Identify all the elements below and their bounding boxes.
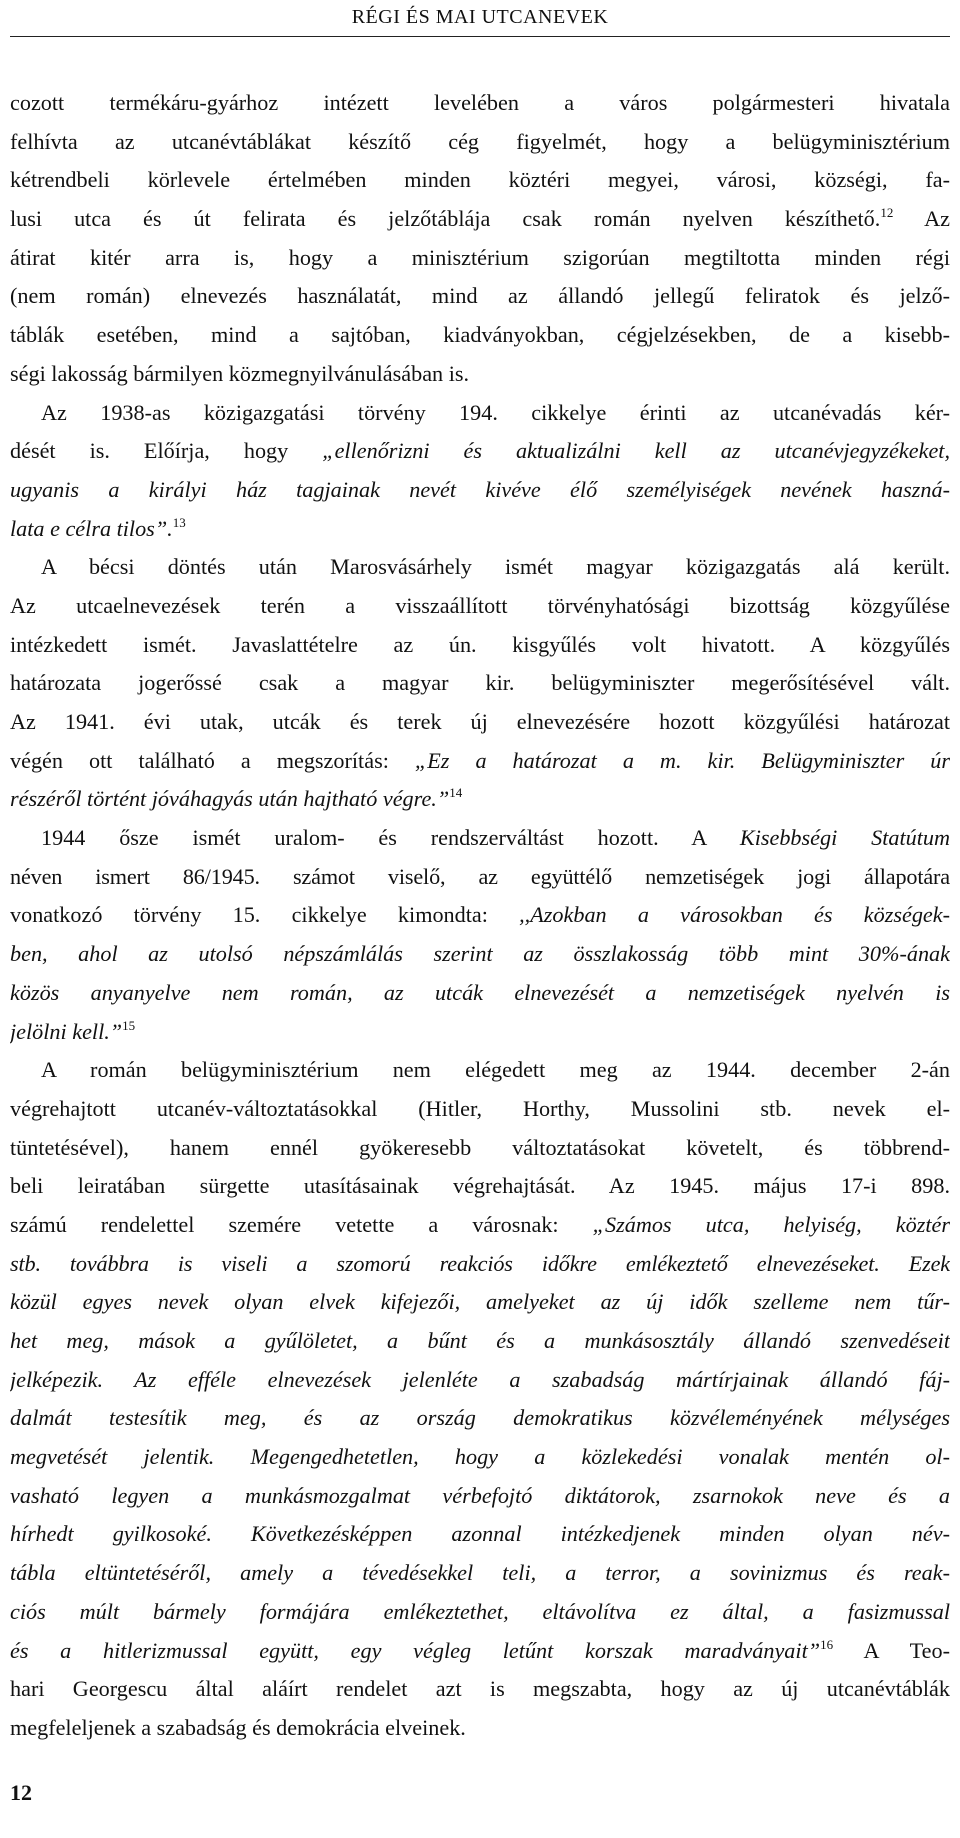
- text-line: [10, 823, 950, 862]
- text-line: táblák esetében, mind a sajtóban, kiadványokban, cégjelzésekben, de a kisebb-: [10, 322, 950, 348]
- text-run: Az: [893, 206, 950, 232]
- quote-run: Kisebbségi Statútum: [739, 825, 950, 851]
- text-line: ségi lakosság bármilyen közmegnyilvánulásában is.: [10, 360, 470, 386]
- text-line: [10, 1249, 950, 1288]
- quote-run: hírhedt gyilkosoké. Következésképpen azonnal intézkedjenek minden olyan név-: [10, 1521, 950, 1547]
- text-line: [10, 1403, 950, 1442]
- quote-run: közös anyanyelve nem román, az utcák elnevezését a nemzetiségek nyelvén is: [10, 979, 950, 1005]
- quote-run: dalmát testesítik meg, és az ország demokratikus közvéleményének mélységes: [10, 1405, 950, 1431]
- footnote-ref: 15: [122, 1017, 136, 1033]
- text-line: A román belügyminisztérium nem elégedett meg az 1944. december 2-án: [41, 1057, 950, 1083]
- footnote-ref: 14: [449, 785, 463, 801]
- text-run: A Teo-: [833, 1637, 950, 1663]
- text-line: határozata jogerőssé csak a magyar kir. belügyminiszter megerősítésével vált.: [10, 670, 950, 696]
- text-line: [10, 1326, 950, 1365]
- text-run: 1944 ősze ismét uralom- és rendszerváltást hozott. A: [41, 825, 740, 851]
- body-text: [10, 88, 950, 1752]
- text-line: A bécsi döntés után Marosvásárhely ismét magyar közigazgatás alá került.: [41, 554, 950, 580]
- text-line: [10, 1442, 950, 1481]
- text-line: hari Georgescu által aláírt rendelet azt is megszabta, hogy az új utcanévtáblák: [10, 1676, 950, 1702]
- text-run: számú rendelettel szemére vetette a városnak:: [10, 1211, 593, 1237]
- text-line: [10, 1287, 950, 1326]
- text-line: megfeleljenek a szabadság és demokrácia elveinek.: [10, 1714, 466, 1740]
- quote-run: „ellenőrizni és aktualizálni kell az utcanévjegyzékeket,: [322, 438, 950, 464]
- text-line: Az 1941. évi utak, utcák és terek új elnevezésére hozott közgyűlési határozat: [10, 709, 950, 734]
- text-line: [10, 1017, 950, 1056]
- running-head: [10, 0, 950, 37]
- text-line: [10, 1481, 950, 1520]
- text-line: (nem román) elnevezés használatát, mind az állandó jellegű feliratok és jelző-: [10, 283, 950, 309]
- running-title: RÉGI ÉS MAI UTCANEVEK: [351, 6, 609, 28]
- text-line: Az utcaelnevezések terén a visszaállított törvényhatósági bizottság közgyűlése: [10, 592, 950, 618]
- footnote-ref: 12: [880, 205, 894, 221]
- text-line: tüntetésével), hanem ennél gyökeresebb változtatásokat követelt, és többrend-: [10, 1134, 950, 1160]
- text-run: vonatkozó törvény 15. cikkelye kimondta:: [10, 902, 520, 928]
- text-line: [10, 1519, 950, 1558]
- quote-run: megvetését jelentik. Megengedhetetlen, hogy a közlekedési vonalak mentén ol-: [10, 1444, 950, 1470]
- quote-run: het meg, mások a gyűlöletet, a bűnt és a munkásosztály állandó szenvedéseit: [10, 1328, 950, 1353]
- quote-run: ,,Azokban a városokban és községek-: [519, 902, 950, 928]
- quote-run: lata e célra tilos”.: [10, 515, 173, 541]
- quote-run: ben, ahol az utolsó népszámlálás szerint az összlakosság több mint 30%-ának: [10, 941, 950, 967]
- page-number: 12: [10, 1780, 32, 1805]
- text-run: dését is. Előírja, hogy: [10, 438, 323, 464]
- quote-run: vasható legyen a munkásmozgalmat vérbefojtó diktátorok, zsarnokok neve és a: [10, 1482, 950, 1508]
- quote-run: jelképezik. Az efféle elnevezések jelenléte a szabadság mártírjainak állandó fáj-: [10, 1366, 950, 1392]
- quote-run: ugyanis a királyi ház tagjainak nevét kivéve élő személyiségek nevének haszná-: [10, 476, 950, 502]
- text-line: [10, 1636, 950, 1675]
- quote-run: stb. továbbra is viseli a szomorú reakciós időkre emlékeztető elnevezéseket. Ezek: [10, 1250, 950, 1276]
- text-line: [10, 514, 950, 553]
- quote-run: „Ez a határozat a m. kir. Belügyminiszter úr: [414, 747, 950, 773]
- text-line: [10, 1558, 950, 1597]
- text-line: végrehajtott utcanév-változtatásokkal (Hitler, Horthy, Mussolini stb. nevek el-: [10, 1095, 950, 1121]
- text-line: [10, 436, 950, 475]
- text-line: [10, 1365, 950, 1404]
- text-run: lusi utca és út felirata és jelzőtáblája csak román nyelven készíthető.: [10, 206, 881, 232]
- text-line: [10, 204, 950, 243]
- text-line: beli leiratában sürgette utasításainak végrehajtását. Az 1945. május 17-i 898.: [10, 1173, 950, 1199]
- text-line: Az 1938-as közigazgatási törvény 194. cikkelye érinti az utcanévadás kér-: [41, 399, 950, 425]
- text-line: [10, 1597, 950, 1636]
- text-line: [10, 746, 950, 785]
- text-line: [10, 978, 950, 1017]
- text-line: [10, 784, 950, 823]
- quote-run: részéről történt jóváhagyás után hajtható végre.”: [10, 786, 450, 812]
- text-line: cozott termékáru-gyárhoz intézett levelében a város polgármesteri hivatala: [10, 90, 950, 115]
- text-line: [10, 475, 950, 514]
- footnote-ref: 16: [820, 1636, 834, 1652]
- quote-run: jelölni kell.”: [10, 1018, 123, 1044]
- text-line: felhívta az utcanévtáblákat készítő cég figyelmét, hogy a belügyminisztérium: [10, 128, 950, 154]
- quote-run: és a hitlerizmussal együtt, egy végleg letűnt korszak maradványait”: [10, 1637, 821, 1663]
- text-line: [10, 900, 950, 939]
- text-line: néven ismert 86/1945. számot viselő, az együttélő nemzetiségek jogi állapotára: [10, 863, 950, 889]
- footnote-ref: 13: [172, 514, 186, 530]
- quote-run: tábla eltüntetéséről, amely a tévedésekkel teli, a terror, a sovinizmus és reak-: [10, 1560, 950, 1586]
- text-line: átirat kitér arra is, hogy a minisztérium szigorúan megtiltotta minden régi: [10, 244, 950, 270]
- text-run: végén ott található a megszorítás:: [10, 747, 415, 773]
- text-line: kétrendbeli körlevele értelmében minden köztéri megyei, városi, községi, fa-: [10, 167, 950, 193]
- text-line: intézkedett ismét. Javaslattételre az ún. kisgyűlés volt hivatott. A közgyűlés: [10, 631, 950, 657]
- quote-run: „Számos utca, helyiség, köztér: [592, 1211, 950, 1237]
- text-line: [10, 1210, 950, 1249]
- quote-run: közül egyes nevek olyan elvek kifejezői, amelyeket az új idők szelleme nem tűr-: [10, 1289, 950, 1315]
- quote-run: ciós múlt bármely formájára emlékeztethet, eltávolítva ez által, a fasizmussal: [10, 1598, 950, 1624]
- text-line: [10, 939, 950, 978]
